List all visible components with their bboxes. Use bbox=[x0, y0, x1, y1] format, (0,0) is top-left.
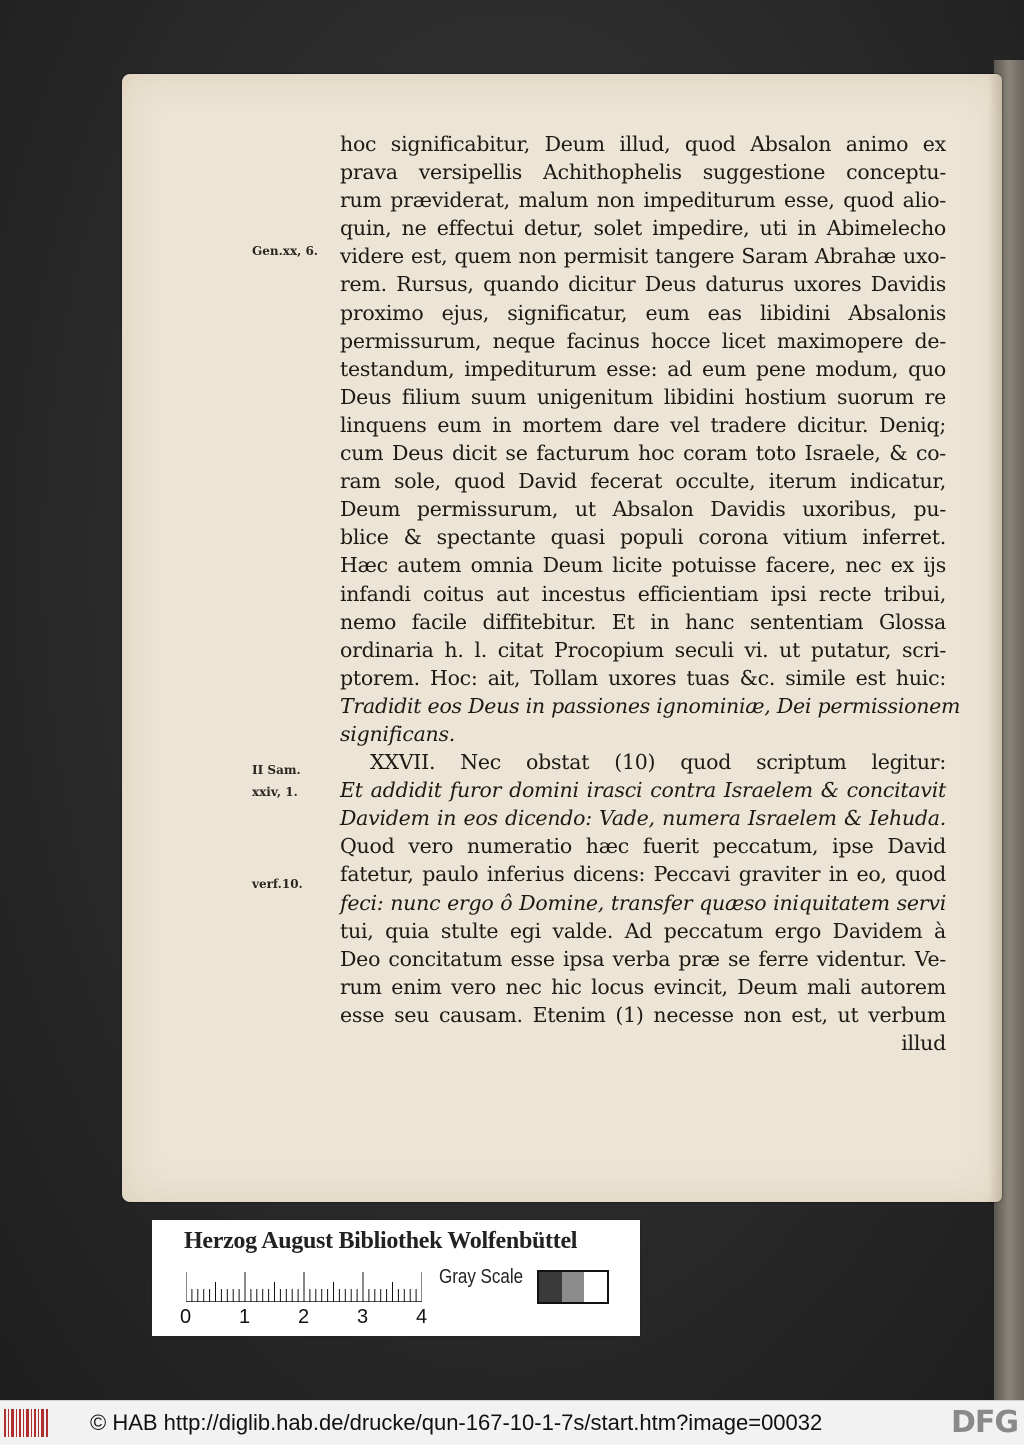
copyright-link[interactable]: © HAB http://diglib.hab.de/drucke/qun-167-10-1-7s/start.htm?image=00032 bbox=[90, 1410, 823, 1435]
text-line: permissurum, neque facinus hocce licet maximopere de- bbox=[340, 328, 946, 353]
ruler-digit: 0 bbox=[180, 1306, 192, 1328]
text-line: esse seu causam. Etenim (1) necesse non est, ut verbum bbox=[340, 1002, 946, 1027]
page-edge-shadow bbox=[988, 74, 1002, 1202]
text-line: Quod vero numeratio hæc fuerit peccatum, ipse David bbox=[340, 834, 946, 859]
gray-swatch-dark bbox=[539, 1272, 562, 1302]
gray-scale-label: Gray Scale bbox=[439, 1266, 524, 1288]
ruler-digit: 3 bbox=[357, 1306, 369, 1328]
ruler-digit: 4 bbox=[416, 1306, 428, 1328]
text-line: Hæc autem omnia Deum licite potuisse facere, nec ex ijs bbox=[340, 553, 946, 578]
text-line: ptorem. Hoc: ait, Tollam uxores tuas &c. simile est huic: bbox=[340, 665, 946, 690]
text-line: testandum, impediturum esse: ad eum pene modum, quo bbox=[340, 356, 946, 381]
measurement-ruler bbox=[186, 1270, 422, 1302]
text-line: hoc significabitur, Deum illud, quod Absalon animo ex bbox=[340, 132, 946, 156]
text-line: quin, ne effectui detur, solet impedire, uti in Abimelecho bbox=[340, 216, 946, 241]
text-line: videre est, quem non permisit tangere Saram Abrahæ uxo- bbox=[340, 244, 946, 269]
margin-note-chapter: xxiv, 1. bbox=[252, 785, 298, 799]
text-line: blice & spectante quasi populi corona vitium inferret. bbox=[340, 525, 946, 550]
text-line: prava versipellis Achithophelis suggestione conceptu- bbox=[340, 160, 946, 185]
catchword: illud bbox=[901, 1031, 946, 1055]
ruler-digits bbox=[180, 1306, 440, 1330]
text-line-italic: Tradidit eos Deus in passiones ignominiæ, Dei permissionem bbox=[340, 693, 961, 718]
text-line-italic: feci: nunc ergo ô Domine, transfer quæso iniquitatem servi bbox=[340, 890, 946, 915]
library-label-card bbox=[152, 1220, 640, 1336]
dfg-logo: DFG bbox=[950, 1405, 1018, 1440]
text-line: cum Deus dicit se facturum hoc coram toto Israele, & co- bbox=[340, 441, 946, 466]
text-line: nemo facile diffitebitur. Et in hanc sententiam Glossa bbox=[340, 609, 946, 634]
barcode-icon bbox=[4, 1409, 48, 1437]
text-line: rum præviderat, malum non impediturum esse, quod alio- bbox=[340, 188, 946, 213]
text-line: Deus filium suum unigenitum libidini hostium suorum re bbox=[340, 384, 946, 409]
margin-note-gen: Gen.xx, 6. bbox=[252, 244, 318, 258]
text-line-italic: significans. bbox=[340, 721, 456, 746]
text-line-italic: Davidem in eos dicendo: Vade, numera Israelem & Iehuda. bbox=[340, 806, 946, 831]
text-line: tui, quia stulte egi valde. Ad peccatum ergo Davidem à bbox=[340, 918, 946, 943]
text-line: fatetur, paulo inferius dicens: Peccavi graviter in eo, quod bbox=[340, 862, 946, 887]
margin-note-sam: II Sam. bbox=[252, 763, 301, 777]
section-heading-line: XXVII. Nec obstat (10) quod scriptum legitur: bbox=[370, 750, 946, 775]
margin-note-verse: verf.10. bbox=[252, 877, 303, 891]
page-text bbox=[340, 130, 961, 1057]
gray-scale-swatches bbox=[537, 1270, 609, 1304]
text-line: linquens eum in mortem dare vel tradere dicitur. Deniq; bbox=[340, 412, 946, 437]
gray-swatch-mid bbox=[562, 1272, 585, 1302]
library-name: Herzog August Bibliothek Wolfenbüttel bbox=[184, 1228, 578, 1254]
text-line: rum enim vero nec hic locus evincit, Deum mali autorem bbox=[340, 974, 946, 999]
text-line: infandi coitus aut incestus efficientiam ipsi recte tribui, bbox=[340, 581, 946, 606]
ruler-digit: 1 bbox=[239, 1306, 251, 1328]
text-line: rem. Rursus, quando dicitur Deus daturus uxores Davidis bbox=[340, 272, 946, 297]
text-line: ram sole, quod David fecerat occulte, iterum indicatur, bbox=[340, 469, 946, 494]
footer-bar bbox=[0, 1400, 1024, 1445]
gray-swatch-light bbox=[584, 1272, 607, 1302]
text-line: Deo concitatum esse ipsa verba præ se ferre videntur. Ve- bbox=[340, 946, 946, 971]
text-line: Deum permissurum, ut Absalon Davidis uxoribus, pu- bbox=[340, 497, 946, 522]
text-line-italic: Et addidit furor domini irasci contra Israelem & concitavit bbox=[340, 778, 946, 803]
ruler-digit: 2 bbox=[298, 1306, 310, 1328]
text-line: proximo ejus, significatur, eum eas libidini Absalonis bbox=[340, 300, 946, 325]
text-line: ordinaria h. l. citat Procopium seculi vi. ut putatur, scri- bbox=[340, 637, 946, 662]
